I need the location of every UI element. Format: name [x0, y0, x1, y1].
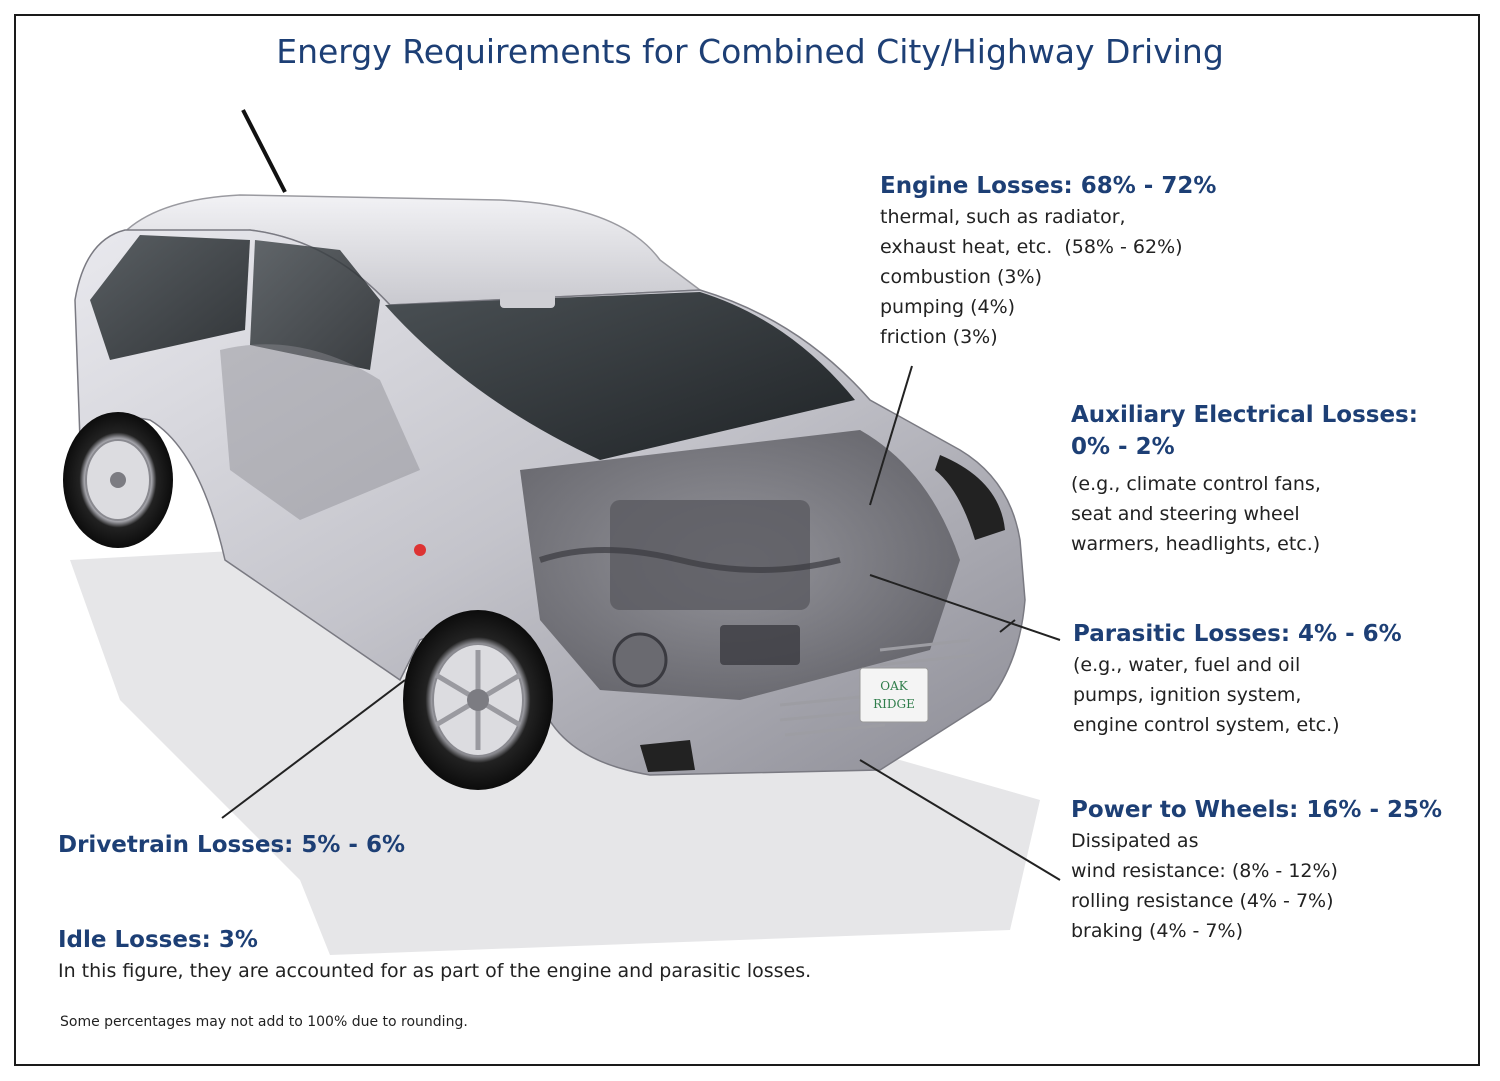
pulley	[614, 634, 666, 686]
engine-losses-heading: Engine Losses: 68% - 72%	[880, 173, 1217, 199]
power-to-wheels-line: Dissipated as	[1071, 830, 1199, 852]
oak-ridge-badge	[860, 668, 928, 722]
rounding-footnote: Some percentages may not add to 100% due to rounding.	[60, 1014, 468, 1030]
parasitic-losses-line: engine control system, etc.)	[1073, 714, 1340, 736]
parasitic-losses-heading: Parasitic Losses: 4% - 6%	[1073, 621, 1402, 647]
engine-losses-line: friction (3%)	[880, 326, 998, 348]
auxiliary-losses-range: 0% - 2%	[1071, 434, 1175, 460]
battery	[720, 625, 800, 665]
auxiliary-losses-line: (e.g., climate control fans,	[1071, 473, 1321, 495]
engine-losses-line: combustion (3%)	[880, 266, 1042, 288]
power-to-wheels-line: wind resistance: (8% - 12%)	[1071, 860, 1338, 882]
fog-light	[640, 740, 695, 772]
side-marker	[414, 544, 426, 556]
idle-losses-note: In this figure, they are accounted for as part of the engine and parasitic losses.	[58, 960, 812, 982]
drivetrain-losses-callout	[58, 829, 405, 861]
auxiliary-losses-line: warmers, headlights, etc.)	[1071, 533, 1321, 555]
figure-title: Energy Requirements for Combined City/Highway Driving	[276, 32, 1224, 71]
power-to-wheels-heading: Power to Wheels: 16% - 25%	[1071, 797, 1443, 823]
idle-losses-heading: Idle Losses: 3%	[58, 927, 258, 953]
engine-losses-line: thermal, such as radiator,	[880, 206, 1126, 228]
power-to-wheels-line: braking (4% - 7%)	[1071, 920, 1243, 942]
parasitic-losses-line: pumps, ignition system,	[1073, 684, 1302, 706]
badge-line-2: RIDGE	[873, 697, 915, 711]
idle-losses-callout	[58, 924, 811, 986]
power-to-wheels-callout	[1071, 794, 1442, 946]
auxiliary-losses-line: seat and steering wheel	[1071, 503, 1300, 525]
auxiliary-losses-callout	[1071, 399, 1418, 559]
front-wheel	[403, 610, 553, 790]
parasitic-losses-line: (e.g., water, fuel and oil	[1073, 654, 1301, 676]
auxiliary-losses-heading: Auxiliary Electrical Losses:	[1071, 402, 1418, 428]
rear-wheel	[63, 412, 173, 548]
parasitic-losses-callout	[1073, 618, 1402, 740]
badge-line-1: OAK	[880, 679, 908, 693]
engine-losses-callout	[880, 170, 1216, 352]
engine-losses-line: exhaust heat, etc. (58% - 62%)	[880, 236, 1183, 258]
drivetrain-losses-heading: Drivetrain Losses: 5% - 6%	[58, 832, 406, 858]
antenna	[243, 110, 285, 192]
rearview-mirror	[500, 292, 555, 308]
power-to-wheels-line: rolling resistance (4% - 7%)	[1071, 890, 1334, 912]
engine-losses-line: pumping (4%)	[880, 296, 1016, 318]
